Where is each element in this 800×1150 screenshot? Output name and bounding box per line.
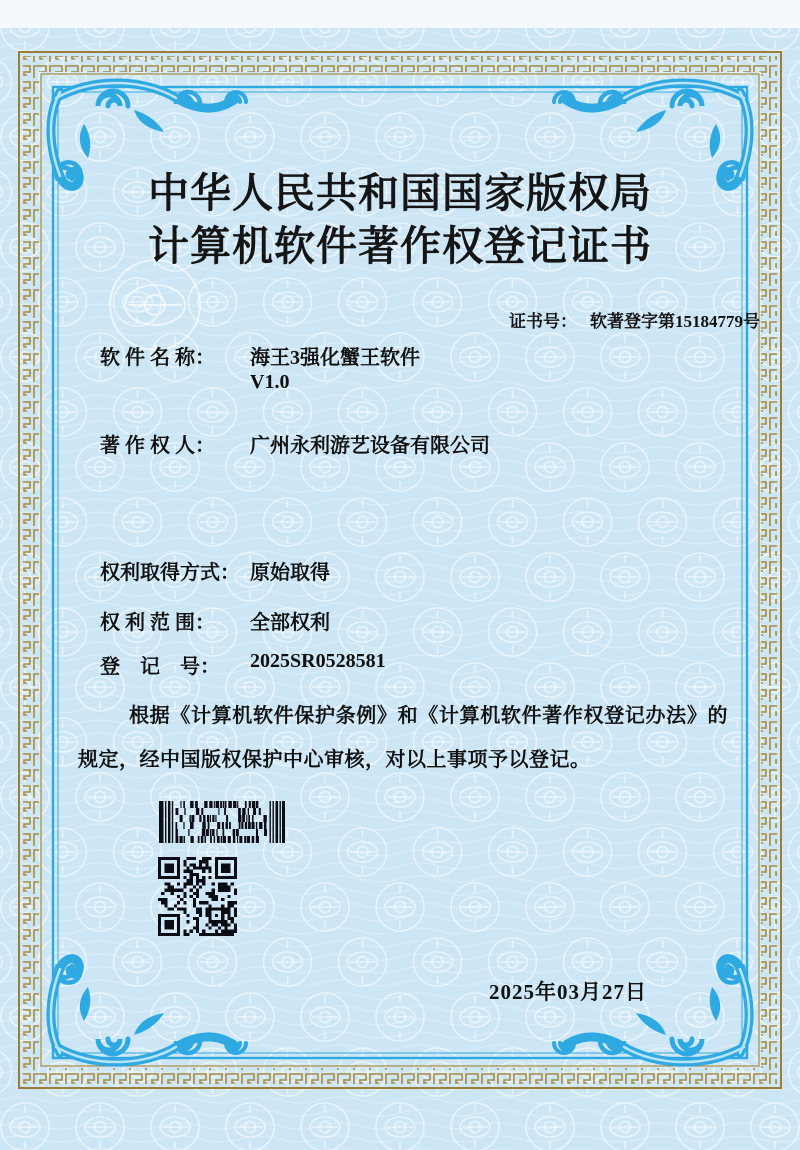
copyright-owner-value: 广州永利游艺设备有限公司 xyxy=(250,435,490,457)
acquisition-method-label: 权利取得方式： xyxy=(100,562,240,584)
certificate-number-value: 软著登字第15184779号 xyxy=(590,312,760,331)
certificate-number xyxy=(492,287,760,352)
copyright-owner-label: 著 作 权 人： xyxy=(100,435,215,457)
issue-date: 2025年03月27日 xyxy=(489,980,647,1004)
qr-code xyxy=(158,857,237,936)
pdf417-barcode xyxy=(159,801,285,843)
acquisition-method-value: 原始取得 xyxy=(250,562,330,584)
certificate-title: 计算机软件著作权登记证书 xyxy=(148,223,652,269)
rights-scope-label: 权 利 范 围： xyxy=(100,612,215,634)
issuer-title: 中华人民共和国国家版权局 xyxy=(148,170,652,216)
software-name-value: 海王3强化蟹王软件 xyxy=(250,347,420,369)
registration-number-label: 登 记 号： xyxy=(100,656,220,678)
certificate-number-label: 证书号： xyxy=(509,312,577,331)
software-version-value: V1.0 xyxy=(250,371,290,393)
software-name-label: 软 件 名 称： xyxy=(100,347,215,369)
registration-number-value: 2025SR0528581 xyxy=(250,650,386,672)
rights-scope-value: 全部权利 xyxy=(250,612,330,634)
registration-statement: 根据《计算机软件保护条例》和《计算机软件著作权登记办法》的规定，经中国版权保护中心审核，对以上事项予以登记。 xyxy=(78,705,728,771)
